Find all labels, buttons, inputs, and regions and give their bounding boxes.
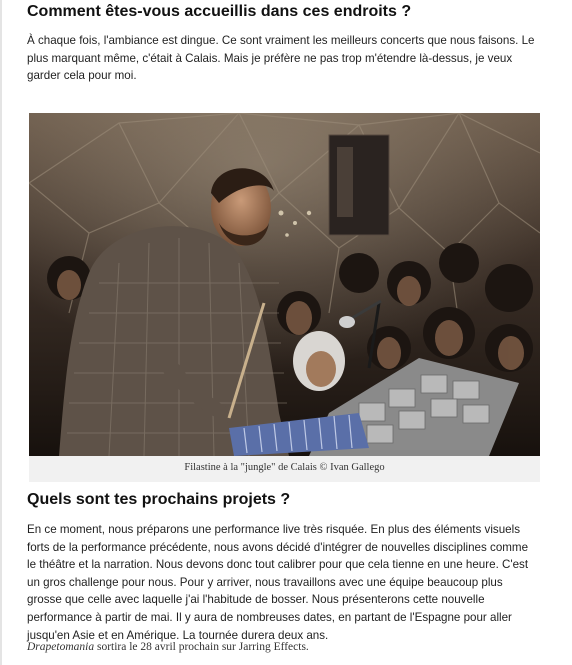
page-left-border xyxy=(0,0,2,665)
photo-figure xyxy=(29,113,540,482)
release-note xyxy=(27,641,309,653)
section-heading: Comment êtes-vous accueillis dans ces endroits ? xyxy=(27,3,412,20)
section-heading-2: Quels sont tes prochains projets ? xyxy=(27,491,291,508)
release-note-text: sortira le 28 avril prochain sur Jarring Effects. xyxy=(94,641,309,653)
answer-paragraph-2: En ce moment, nous préparons une performance live très risquée. En plus des éléments visuels forts de la performance précédente, nous avons décidé d'intégrer de nouvelles disciplines comme le théâtre et la narration. Nous devons donc tout calibrer pour que cela tienne en une heure. C'est un gros challenge pour nous. Pour y arriver, nous travaillons avec une équipe beaucoup plus grosse que celle avec laquelle j'ai l'habitude de bosser. Nous présenterons cette nouvelle performance à partir de mai. Il y aura de nombreuses dates, en partant de l'Espagne pour aller jusqu'en Asie et en Amérique. La tournée durera deux ans. xyxy=(27,523,529,642)
answer-paragraph: À chaque fois, l'ambiance est dingue. Ce sont vraiment les meilleurs concerts que nous faisons. Le plus marquant même, c'était à Calais. Mais je préfère ne pas trop m'étendre là-dessus, je veux garder cela pour moi. xyxy=(27,34,535,83)
photo-caption: Filastine à la "jungle" de Calais © Ivan Gallego xyxy=(184,462,385,473)
concert-photo xyxy=(29,113,540,456)
album-title: Drapetomania xyxy=(27,641,95,653)
